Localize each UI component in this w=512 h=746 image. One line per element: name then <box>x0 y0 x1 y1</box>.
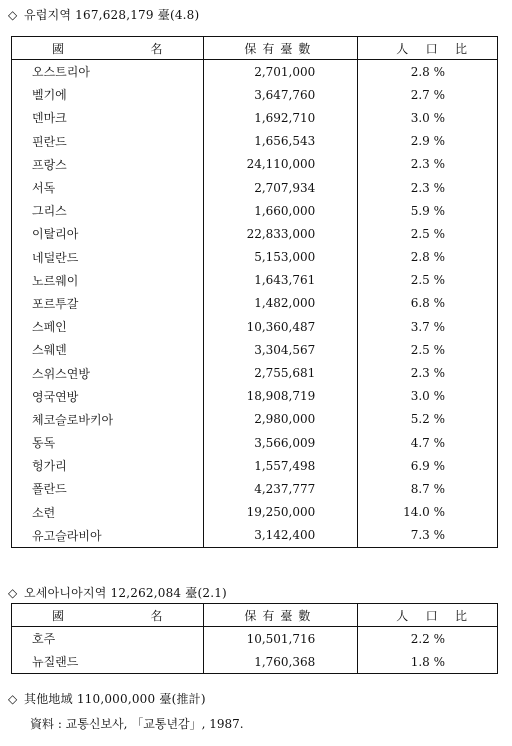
vehicles-cell: 1,656,543 <box>203 130 358 153</box>
other-heading <box>8 690 206 707</box>
vehicles-cell: 4,237,777 <box>203 477 358 500</box>
table-row <box>12 292 498 315</box>
table-row <box>12 431 498 454</box>
vehicles-cell: 2,707,934 <box>203 176 358 199</box>
country-cell: 동독 <box>32 436 56 451</box>
table-row <box>12 269 498 292</box>
table-row <box>12 477 498 500</box>
ratio-cell: 4.7 % <box>358 431 498 454</box>
europe-heading <box>8 6 199 23</box>
vehicles-cell: 10,501,716 <box>203 627 358 651</box>
country-cell: 체코슬로바키아 <box>32 412 114 427</box>
ratio-cell: 2.3 % <box>358 153 498 176</box>
column-header-country: 國 名 <box>12 604 204 627</box>
other-heading-text: 其他地域 110,000,000 臺(推計) <box>24 692 206 706</box>
source-note: 資料 : 교통신보사, 「교통년감」, 1987. <box>30 717 244 731</box>
vehicles-cell: 1,482,000 <box>203 292 358 315</box>
ratio-cell: 2.3 % <box>358 176 498 199</box>
oceania-table-header <box>12 604 498 627</box>
table-row <box>12 176 498 199</box>
table-row <box>12 106 498 129</box>
ratio-cell: 2.5 % <box>358 269 498 292</box>
vehicles-cell: 19,250,000 <box>203 501 358 524</box>
column-header-ratio: 人口比 <box>358 37 498 60</box>
table-row <box>12 524 498 548</box>
table-row <box>12 501 498 524</box>
country-cell: 뉴질랜드 <box>32 655 79 670</box>
ratio-cell: 6.9 % <box>358 454 498 477</box>
country-cell: 네덜란드 <box>32 250 79 265</box>
table-row <box>12 60 498 84</box>
country-cell: 프랑스 <box>32 157 67 172</box>
vehicles-cell: 22,833,000 <box>203 222 358 245</box>
europe-table-header <box>12 37 498 60</box>
vehicles-cell: 1,643,761 <box>203 269 358 292</box>
country-cell: 폴란드 <box>32 482 67 497</box>
diamond-icon: ◇ <box>8 8 18 22</box>
table-row <box>12 315 498 338</box>
ratio-cell: 2.8 % <box>358 60 498 84</box>
column-header-vehicles: 保有臺數 <box>203 604 358 627</box>
europe-table <box>11 36 498 548</box>
vehicles-cell: 3,566,009 <box>203 431 358 454</box>
ratio-cell: 3.0 % <box>358 106 498 129</box>
table-row <box>12 222 498 245</box>
vehicles-cell: 1,760,368 <box>203 650 358 674</box>
vehicles-cell: 2,980,000 <box>203 408 358 431</box>
column-header-country: 國 名 <box>12 37 204 60</box>
table-row <box>12 130 498 153</box>
country-cell: 노르웨이 <box>32 273 79 288</box>
europe-heading-text: 유럽지역 167,628,179 臺(4.8) <box>24 8 200 22</box>
country-cell: 스페인 <box>32 320 67 335</box>
vehicles-cell: 24,110,000 <box>203 153 358 176</box>
vehicles-cell: 3,142,400 <box>203 524 358 548</box>
ratio-cell: 3.7 % <box>358 315 498 338</box>
country-cell: 스위스연방 <box>32 366 90 381</box>
country-cell: 포르투갈 <box>32 296 79 311</box>
country-cell: 스웨덴 <box>32 343 67 358</box>
country-cell: 이탈리아 <box>32 227 79 242</box>
ratio-cell: 2.5 % <box>358 338 498 361</box>
country-cell: 그리스 <box>32 204 67 219</box>
ratio-cell: 5.2 % <box>358 408 498 431</box>
table-row <box>12 246 498 269</box>
ratio-cell: 2.3 % <box>358 361 498 384</box>
ratio-cell: 3.0 % <box>358 385 498 408</box>
europe-table-body <box>12 60 498 548</box>
ratio-cell: 2.7 % <box>358 83 498 106</box>
diamond-icon: ◇ <box>8 586 18 600</box>
vehicles-cell: 18,908,719 <box>203 385 358 408</box>
diamond-icon: ◇ <box>8 692 18 706</box>
ratio-cell: 8.7 % <box>358 477 498 500</box>
vehicles-cell: 3,647,760 <box>203 83 358 106</box>
ratio-cell: 2.5 % <box>358 222 498 245</box>
ratio-cell: 2.9 % <box>358 130 498 153</box>
table-row <box>12 361 498 384</box>
oceania-table-body <box>12 627 498 674</box>
column-header-vehicles: 保有臺數 <box>203 37 358 60</box>
table-row <box>12 338 498 361</box>
vehicles-cell: 2,755,681 <box>203 361 358 384</box>
oceania-heading-text: 오세아니아지역 12,262,084 臺(2.1) <box>24 586 227 600</box>
vehicles-cell: 1,692,710 <box>203 106 358 129</box>
table-row <box>12 153 498 176</box>
ratio-cell: 6.8 % <box>358 292 498 315</box>
vehicles-cell: 1,660,000 <box>203 199 358 222</box>
ratio-cell: 1.8 % <box>358 650 498 674</box>
ratio-cell: 2.8 % <box>358 246 498 269</box>
country-cell: 유고슬라비아 <box>32 528 102 543</box>
vehicles-cell: 5,153,000 <box>203 246 358 269</box>
table-row <box>12 454 498 477</box>
column-header-ratio: 人口比 <box>358 604 498 627</box>
table-row <box>12 199 498 222</box>
country-cell: 호주 <box>32 632 56 647</box>
ratio-cell: 2.2 % <box>358 627 498 651</box>
vehicles-cell: 2,701,000 <box>203 60 358 84</box>
country-cell: 서독 <box>32 181 56 196</box>
country-cell: 핀란드 <box>32 134 67 149</box>
vehicles-cell: 10,360,487 <box>203 315 358 338</box>
table-row <box>12 83 498 106</box>
vehicles-cell: 1,557,498 <box>203 454 358 477</box>
country-cell: 헝가리 <box>32 459 67 474</box>
table-row <box>12 408 498 431</box>
ratio-cell: 14.0 % <box>358 501 498 524</box>
ratio-cell: 5.9 % <box>358 199 498 222</box>
country-cell: 덴마크 <box>32 111 67 126</box>
ratio-cell: 7.3 % <box>358 524 498 548</box>
country-cell: 벨기에 <box>32 88 67 103</box>
country-cell: 오스트리아 <box>32 65 90 80</box>
table-row <box>12 385 498 408</box>
oceania-table <box>11 603 498 674</box>
table-row <box>12 627 498 651</box>
oceania-heading <box>8 584 227 601</box>
table-row <box>12 650 498 674</box>
vehicles-cell: 3,304,567 <box>203 338 358 361</box>
country-cell: 소련 <box>32 505 56 520</box>
country-cell: 영국연방 <box>32 389 79 404</box>
